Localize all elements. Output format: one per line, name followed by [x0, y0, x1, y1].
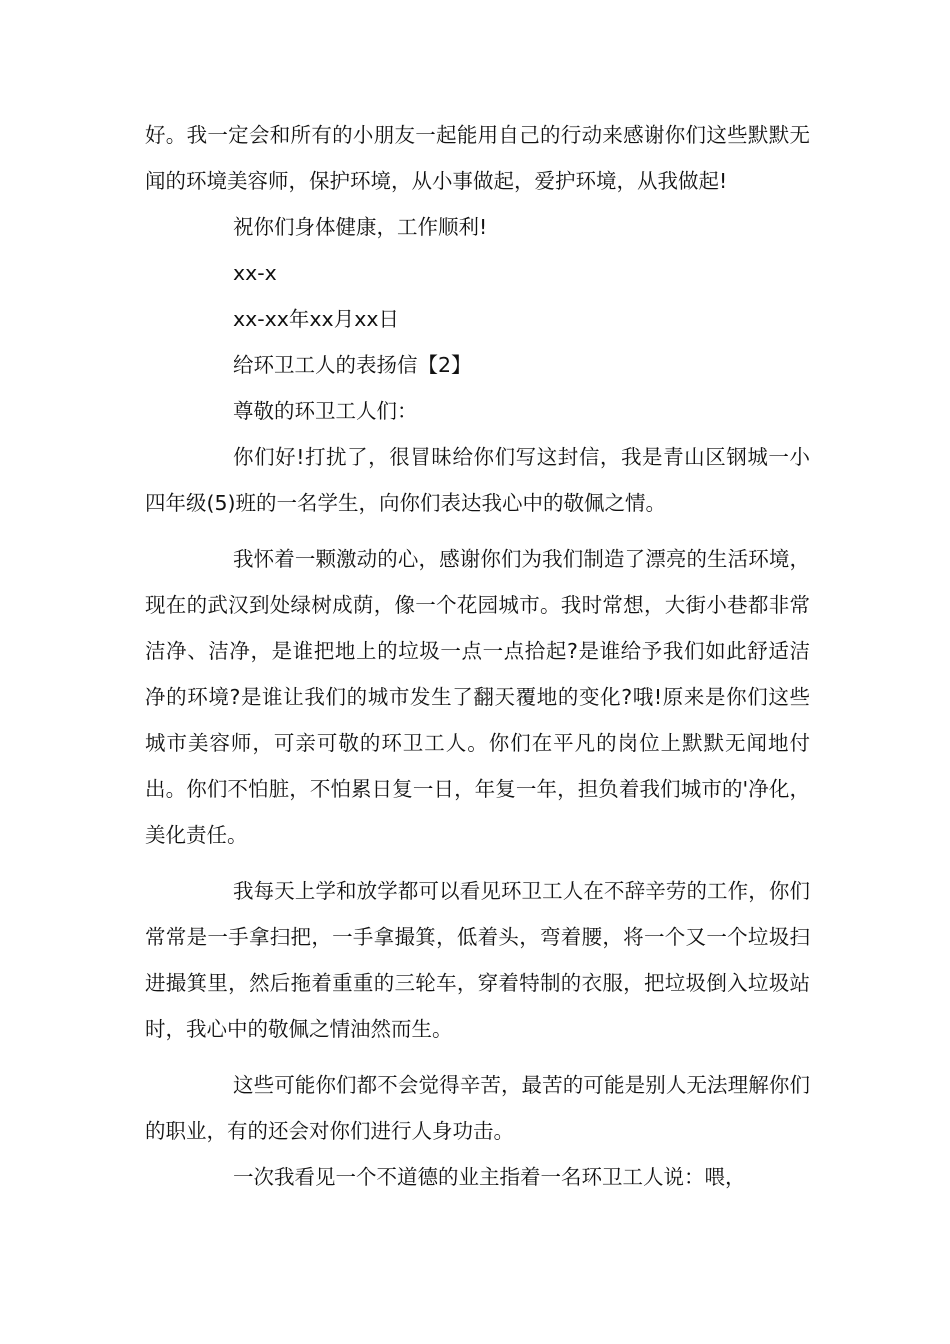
document-body — [145, 112, 810, 1200]
paragraph-closing-continuation: 好。我一定会和所有的小朋友一起能用自己的行动来感谢你们这些默默无闻的环境美容师，保护环境，从小事做起，爱护环境，从我做起! — [145, 123, 810, 193]
blessing-line: 祝你们身体健康，工作顺利! — [233, 215, 488, 239]
paragraph-daily-work: 我每天上学和放学都可以看见环卫工人在不辞辛劳的工作，你们常常是一手拿扫把，一手拿撮箕，低着头，弯着腰，将一个又一个垃圾扫进撮箕里，然后拖着重重的三轮车，穿着特制的衣服，把垃圾倒入垃圾站时，我心中的敬佩之情油然而生。 — [145, 879, 810, 1041]
salutation: 尊敬的环卫工人们： — [233, 399, 418, 423]
signature-date: xx-xx年xx月xx日 — [233, 307, 399, 331]
paragraph-hardship: 这些可能你们都不会觉得辛苦，最苦的可能是别人无法理解你们的职业，有的还会对你们进行人身功击。 — [145, 1073, 810, 1143]
paragraph-greeting: 你们好!打扰了，很冒昧给你们写这封信，我是青山区钢城一小四年级(5)班的一名学生，向你们表达我心中的敬佩之情。 — [145, 445, 810, 515]
signature-name: xx-x — [233, 261, 277, 285]
paragraph-gratitude: 我怀着一颗激动的心，感谢你们为我们制造了漂亮的生活环境，现在的武汉到处绿树成荫，像一个花园城市。我时常想，大街小巷都非常洁净、洁净，是谁把地上的垃圾一点一点拾起?是谁给予我们如此舒适洁净的环境?是谁让我们的城市发生了翻天覆地的变化?哦!原来是你们这些城市美容师，可亲可敬的环卫工人。你们在平凡的岗位上默默无闻地付出。你们不怕脏，不怕累日复一日，年复一年，担负着我们城市的'净化，美化责任。 — [145, 547, 810, 847]
letter-title: 给环卫工人的表扬信【2】 — [233, 353, 472, 377]
paragraph-incident: 一次我看见一个不道德的业主指着一名环卫工人说：喂， — [233, 1165, 746, 1189]
